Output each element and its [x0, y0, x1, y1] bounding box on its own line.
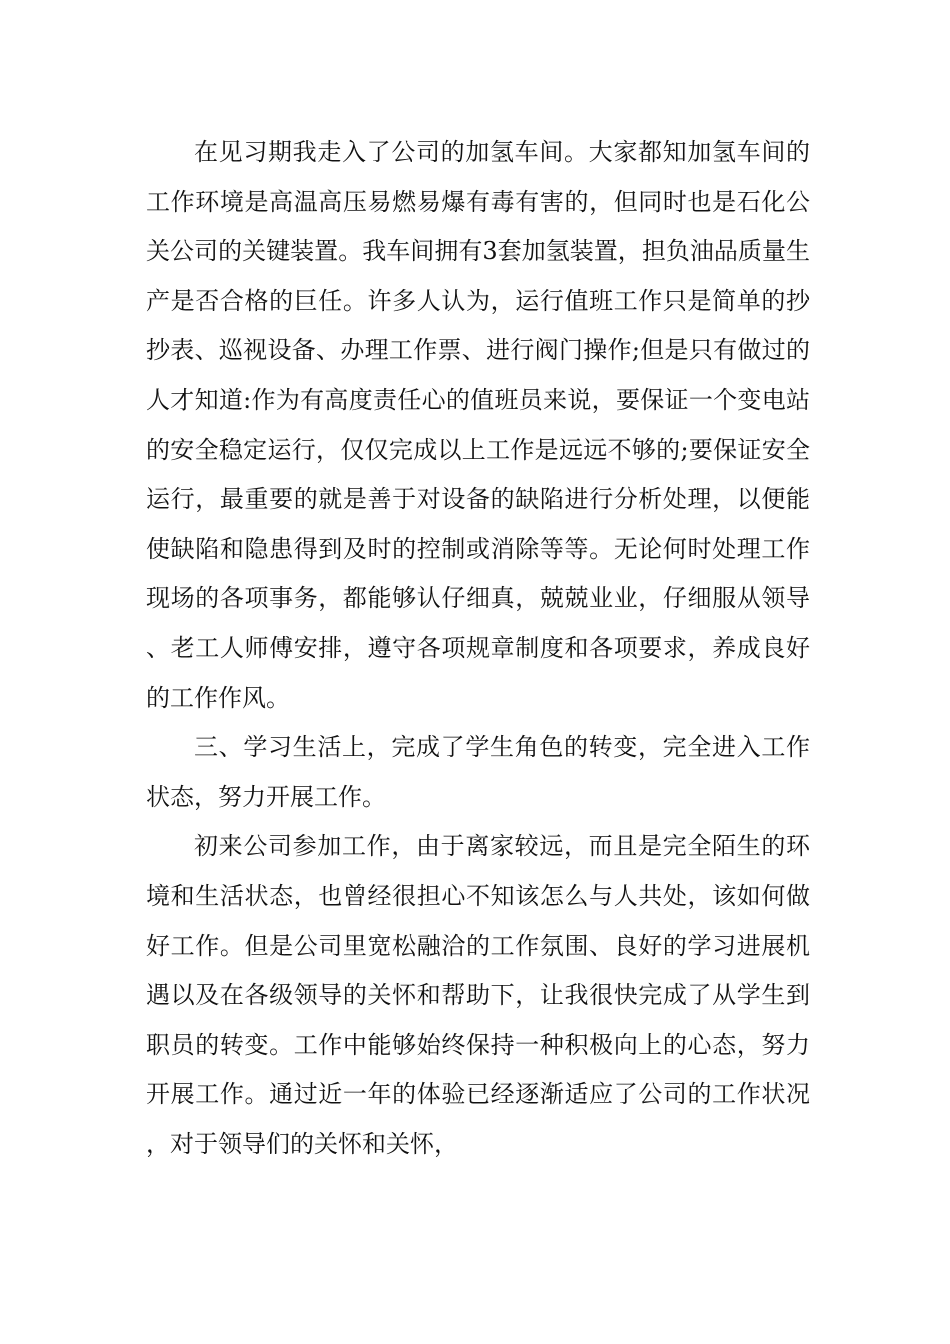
- paragraph-hydrogenation-workshop: 在见习期我走入了公司的加氢车间。大家都知加氢车间的工作环境是高温高压易燃易爆有毒有害的，但同时也是石化公关公司的关键装置。我车间拥有3套加氢装置，担负油品质量生产是否合格的巨任。许多人认为，运行值班工作只是简单的抄抄表、巡视设备、办理工作票、进行阀门操作;但是只有做过的人才知道:作为有高度责任心的值班员来说，要保证一个变电站的安全稳定运行，仅仅完成以上工作是远远不够的;要保证安全运行，最重要的就是善于对设备的缺陷进行分析处理，以便能使缺陷和隐患得到及时的控制或消除等等。无论何时处理工作现场的各项事务，都能够认仔细真，兢兢业业，仔细服从领导、老工人师傅安排，遵守各项规章制度和各项要求，养成良好的工作作风。: [146, 138, 810, 712]
- paragraph-section-three-heading: 三、学习生活上，完成了学生角色的转变，完全进入工作状态，努力开展工作。: [146, 733, 810, 811]
- document-body: [146, 128, 810, 1169]
- paragraph-joining-company: 初来公司参加工作，由于离家较远，而且是完全陌生的环境和生活状态，也曾经很担心不知该怎么与人共处，该如何做好工作。但是公司里宽松融洽的工作氛围、良好的学习进展机遇以及在各级领导的关怀和帮助下，让我很快完成了从学生到职员的转变。工作中能够始终保持一种积极向上的心态，努力开展工作。通过近一年的体验已经逐渐适应了公司的工作状况，对于领导们的关怀和关怀，: [146, 832, 810, 1158]
